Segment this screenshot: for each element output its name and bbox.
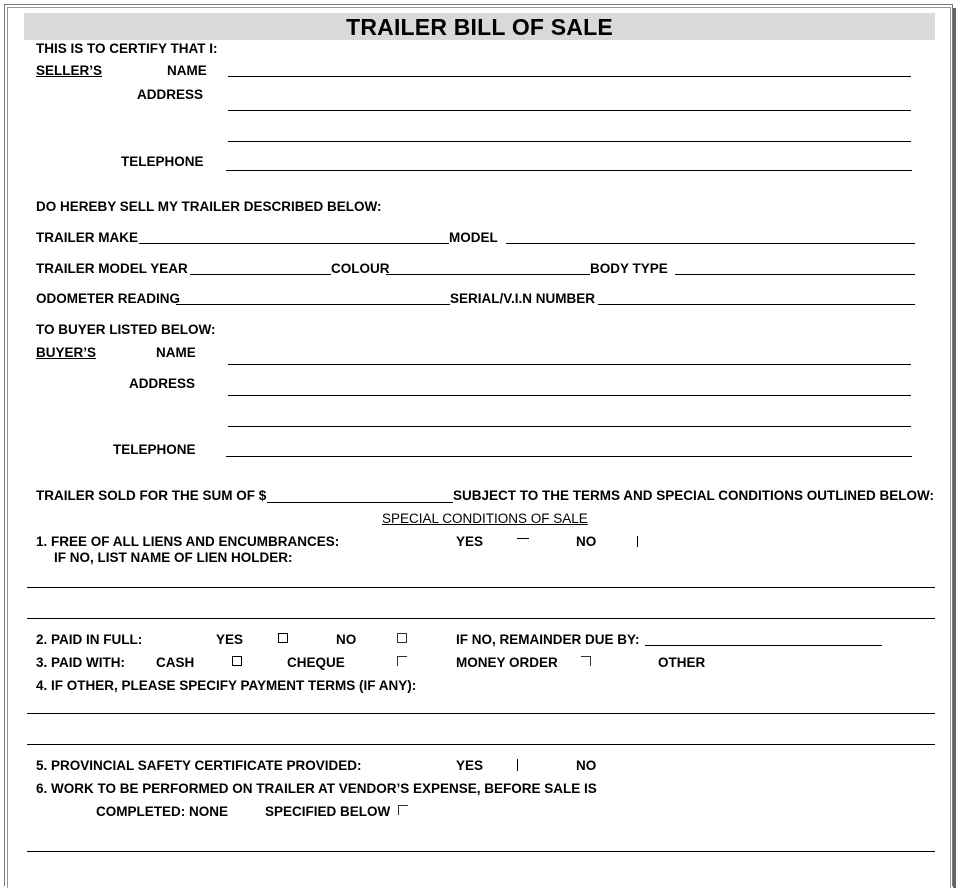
- specified-below-label: SPECIFIED BELOW: [265, 804, 391, 819]
- condition-3-label: 3. PAID WITH:: [36, 655, 125, 670]
- trailer-colour-field[interactable]: [386, 274, 590, 275]
- condition-5-label: 5. PROVINCIAL SAFETY CERTIFICATE PROVIDED:: [36, 758, 362, 773]
- work-details-field[interactable]: [27, 851, 935, 852]
- seller-heading: SELLER’S: [36, 63, 103, 78]
- seller-address-label: ADDRESS: [137, 87, 204, 102]
- lien-holder-label: IF NO, LIST NAME OF LIEN HOLDER:: [54, 550, 293, 565]
- certify-intro: THIS IS TO CERTIFY THAT I:: [36, 41, 218, 56]
- trailer-model-year-label: TRAILER MODEL YEAR: [36, 261, 188, 276]
- trailer-colour-label: COLOUR: [331, 261, 390, 276]
- cheque-checkbox[interactable]: [397, 656, 407, 666]
- paid-full-yes-checkbox[interactable]: [278, 633, 288, 643]
- safety-no-label: NO: [576, 758, 597, 773]
- condition-4-label: 4. IF OTHER, PLEASE SPECIFY PAYMENT TERMS (IF ANY):: [36, 678, 417, 693]
- condition-1-no-label: NO: [576, 534, 597, 549]
- paid-full-yes-label: YES: [216, 632, 244, 647]
- sell-intro: DO HEREBY SELL MY TRAILER DESCRIBED BELOW:: [36, 199, 382, 214]
- condition-1-label: 1. FREE OF ALL LIENS AND ENCUMBRANCES:: [36, 534, 340, 549]
- completed-none-label: COMPLETED: NONE: [96, 804, 229, 819]
- odometer-label: ODOMETER READING: [36, 291, 181, 306]
- money-order-label: MONEY ORDER: [456, 655, 558, 670]
- buyer-intro: TO BUYER LISTED BELOW:: [36, 322, 216, 337]
- payment-terms-field-1[interactable]: [27, 713, 935, 714]
- trailer-body-type-label: BODY TYPE: [590, 261, 668, 276]
- payment-terms-field-2[interactable]: [27, 744, 935, 745]
- safety-yes-checkbox[interactable]: [517, 759, 518, 771]
- buyer-telephone-label: TELEPHONE: [113, 442, 196, 457]
- buyer-address-label: ADDRESS: [129, 376, 196, 391]
- trailer-model-label: MODEL: [449, 230, 498, 245]
- remainder-due-label: IF NO, REMAINDER DUE BY:: [456, 632, 640, 647]
- trailer-model-year-field[interactable]: [190, 274, 331, 275]
- lien-holder-field-2[interactable]: [27, 618, 935, 619]
- form-title: TRAILER BILL OF SALE: [346, 14, 613, 40]
- title-bar: [24, 13, 935, 40]
- buyer-telephone-field[interactable]: [226, 456, 912, 457]
- condition-1-yes-label: YES: [456, 534, 484, 549]
- trailer-body-type-field[interactable]: [675, 274, 915, 275]
- remainder-due-field[interactable]: [645, 645, 882, 646]
- odometer-field[interactable]: [176, 304, 450, 305]
- paid-full-no-checkbox[interactable]: [397, 633, 407, 643]
- other-label: OTHER: [658, 655, 706, 670]
- condition-2-label: 2. PAID IN FULL:: [36, 632, 143, 647]
- subject-text: SUBJECT TO THE TERMS AND SPECIAL CONDITIONS OUTLINED BELOW:: [453, 488, 935, 503]
- trailer-model-field[interactable]: [506, 243, 915, 244]
- seller-telephone-field[interactable]: [226, 170, 912, 171]
- serial-vin-label: SERIAL/V.I.N NUMBER: [450, 291, 596, 306]
- lien-holder-field-1[interactable]: [27, 587, 935, 588]
- buyer-address-field-1[interactable]: [228, 395, 911, 396]
- conditions-heading: SPECIAL CONDITIONS OF SALE: [382, 511, 588, 526]
- buyer-name-label: NAME: [156, 345, 196, 360]
- sum-field[interactable]: [267, 502, 453, 503]
- seller-telephone-label: TELEPHONE: [121, 154, 204, 169]
- seller-address-field-2[interactable]: [228, 141, 911, 142]
- cheque-label: CHEQUE: [287, 655, 345, 670]
- paid-full-no-label: NO: [336, 632, 357, 647]
- buyer-heading: BUYER’S: [36, 345, 97, 360]
- sum-label: TRAILER SOLD FOR THE SUM OF $: [36, 488, 267, 503]
- trailer-make-label: TRAILER MAKE: [36, 230, 138, 245]
- seller-name-field[interactable]: [228, 76, 911, 77]
- buyer-address-field-2[interactable]: [228, 426, 911, 427]
- seller-address-field-1[interactable]: [228, 110, 911, 111]
- condition-1-yes-checkbox[interactable]: [517, 538, 529, 539]
- trailer-make-field[interactable]: [139, 243, 449, 244]
- cash-label: CASH: [156, 655, 195, 670]
- buyer-name-field[interactable]: [228, 364, 911, 365]
- cash-checkbox[interactable]: [232, 656, 242, 666]
- specified-below-checkbox[interactable]: [398, 805, 408, 815]
- condition-6-label: 6. WORK TO BE PERFORMED ON TRAILER AT VENDOR’S EXPENSE, BEFORE SALE IS: [36, 781, 597, 796]
- serial-vin-field[interactable]: [598, 304, 915, 305]
- safety-yes-label: YES: [456, 758, 484, 773]
- money-order-checkbox[interactable]: [581, 656, 591, 666]
- page-shadow: [953, 8, 956, 888]
- condition-1-no-checkbox[interactable]: [637, 536, 638, 547]
- seller-name-label: NAME: [167, 63, 207, 78]
